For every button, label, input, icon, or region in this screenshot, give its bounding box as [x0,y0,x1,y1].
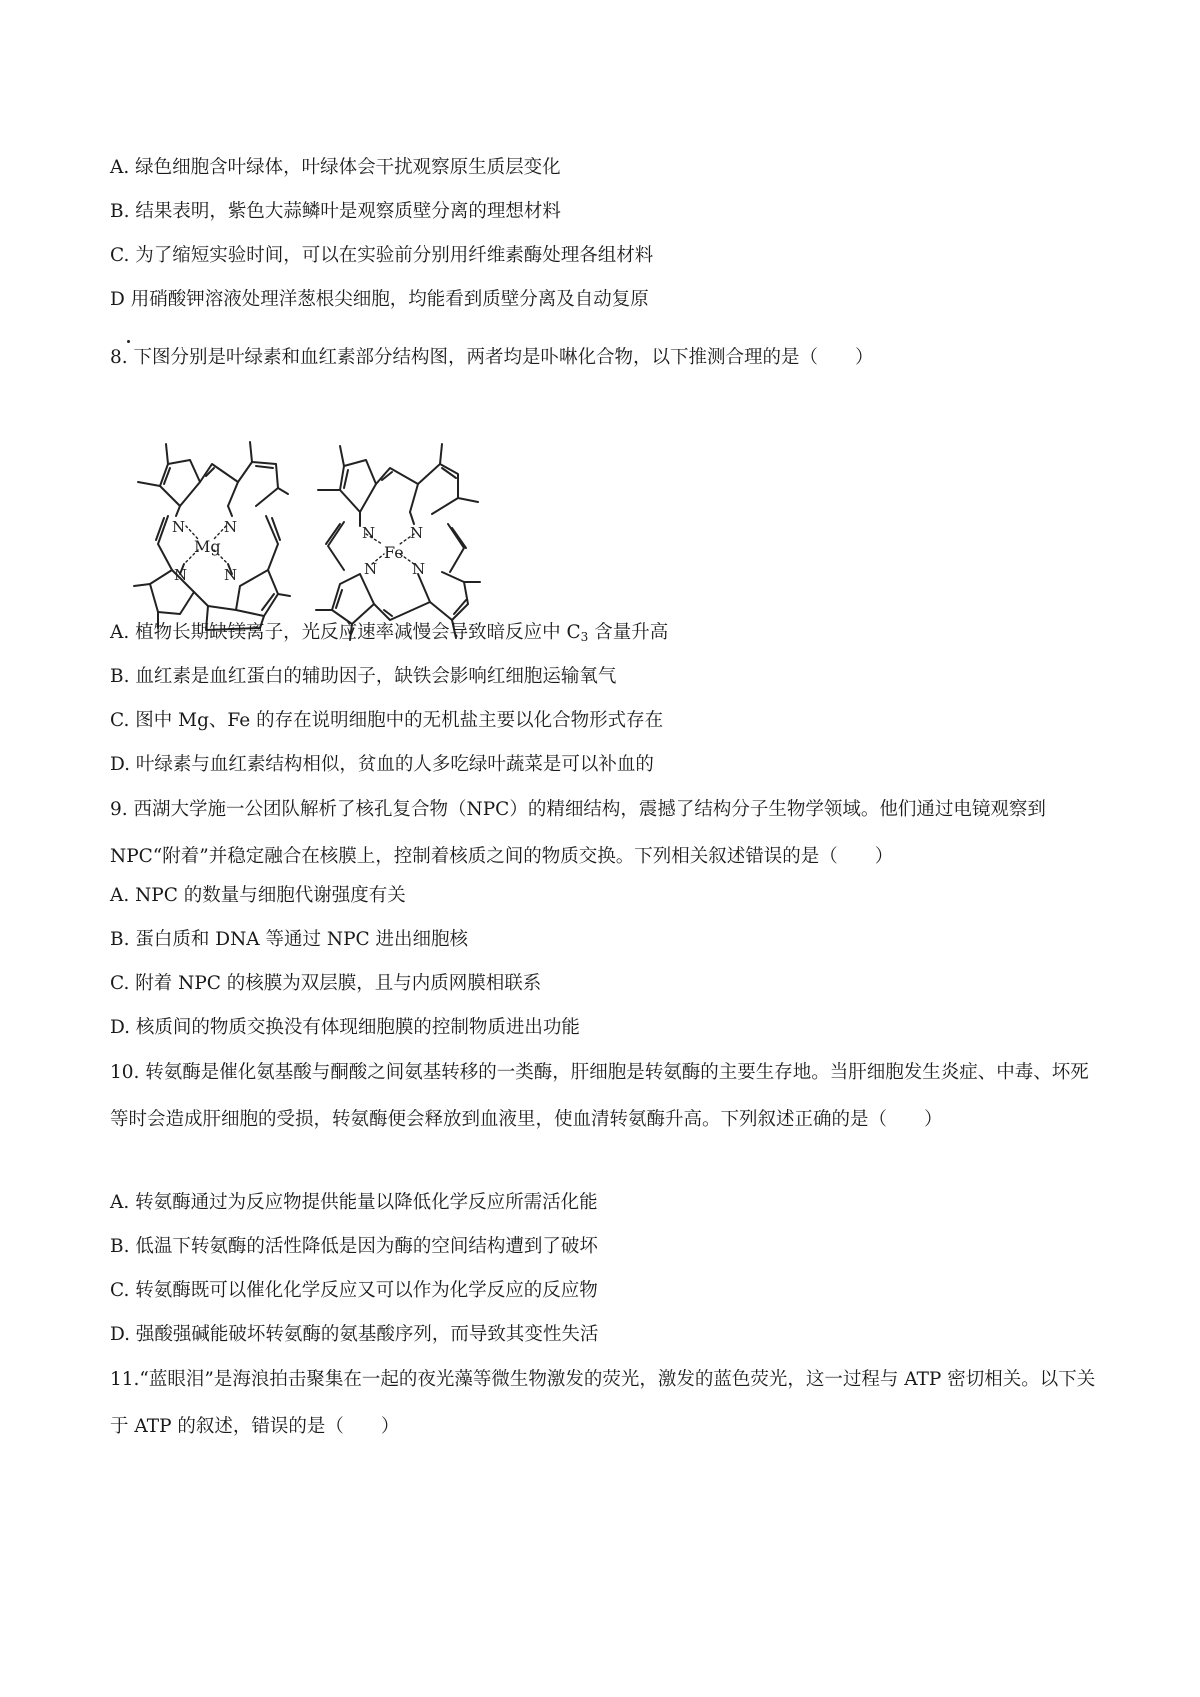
q8-option-b: B. 血红素是血红蛋白的辅助因子，缺铁会影响红细胞运输氧气 [110,666,617,687]
q11-stem: 11.“蓝眼泪”是海浪拍击聚集在一起的夜光藻等微生物激发的荧光，激发的蓝色荧光，这一过程与 ATP 密切相关。以下关于 ATP 的叙述，错误的是（ ） [110,1369,1096,1437]
porphyrin-svg [128,434,528,644]
porphyrin-structures-figure [128,434,528,644]
q9-option-c: C. 附着 NPC 的核膜为双层膜，且与内质网膜相联系 [110,973,542,994]
q7-option-a: A. 绿色细胞含叶绿体，叶绿体会干扰观察原生质层变化 [110,157,561,178]
q8-option-a-text: A. 植物长期缺镁离子，光反应速率减慢会导致暗反应中 C [110,622,581,643]
label-n-5: N [362,524,376,542]
q7-option-b: B. 结果表明，紫色大蒜鳞叶是观察质壁分离的理想材料 [110,201,561,222]
q7-option-c: C. 为了缩短实验时间，可以在实验前分别用纤维素酶处理各组材料 [110,245,654,266]
q10-option-b: B. 低温下转氨酶的活性降低是因为酶的空间结构遭到了破坏 [110,1236,598,1257]
q10-stem: 10. 转氨酶是催化氨基酸与酮酸之间氨基转移的一类酶，肝细胞是转氨酶的主要生存地。当肝细胞发生炎症、中毒、坏死等时会造成肝细胞的受损，转氨酶便会释放到血液里，使血清转氨酶升高。下列叙述正确的是（ ） [110,1062,1089,1130]
q9-option-b: B. 蛋白质和 DNA 等通过 NPC 进出细胞核 [110,929,469,950]
q8-option-d: D. 叶绿素与血红素结构相似，贫血的人多吃绿叶蔬菜是可以补血的 [110,754,654,775]
label-n-6: N [410,524,424,542]
label-n-3: N [174,566,188,584]
q8-stem: 8. 下图分别是叶绿素和血红素部分结构图，两者均是卟啉化合物，以下推测合理的是（ ） [110,347,874,368]
label-n-4: N [224,566,238,584]
q9-option-a: A. NPC 的数量与细胞代谢强度有关 [110,885,406,906]
label-n-2: N [224,518,238,536]
q10-option-d: D. 强酸强碱能破坏转氨酶的氨基酸序列，而导致其变性失活 [110,1324,599,1345]
chlorophyll-structure [134,442,290,630]
q8-option-a [110,621,668,649]
q10-option-c: C. 转氨酶既可以催化化学反应又可以作为化学反应的反应物 [110,1280,598,1301]
label-n-1: N [172,518,186,536]
q9-stem: 9. 西湖大学施一公团队解析了核孔复合物（NPC）的精细结构，震撼了结构分子生物学领域。他们通过电镜观察到 NPC“附着”并稳定融合在核膜上，控制着核质之间的物质交换。下列相关叙述错误的是（ ） [110,799,1046,867]
stray-dot [127,340,130,343]
q10-option-a: A. 转氨酶通过为反应物提供能量以降低化学反应所需活化能 [110,1192,598,1213]
label-n-8: N [412,560,426,578]
label-mg: Mg [194,537,221,556]
q8-option-a-subscript: 3 [580,630,589,644]
q8-option-a-tail: 含量升高 [588,622,669,643]
q9-option-d: D. 核质间的物质交换没有体现细胞膜的控制物质进出功能 [110,1017,580,1038]
label-fe: Fe [384,543,404,562]
q7-option-d: D 用硝酸钾溶液处理洋葱根尖细胞，均能看到质壁分离及自动复原 [110,289,649,310]
label-n-7: N [364,560,378,578]
heme-structure [316,444,480,640]
q8-option-c: C. 图中 Mg、Fe 的存在说明细胞中的无机盐主要以化合物形式存在 [110,710,664,731]
